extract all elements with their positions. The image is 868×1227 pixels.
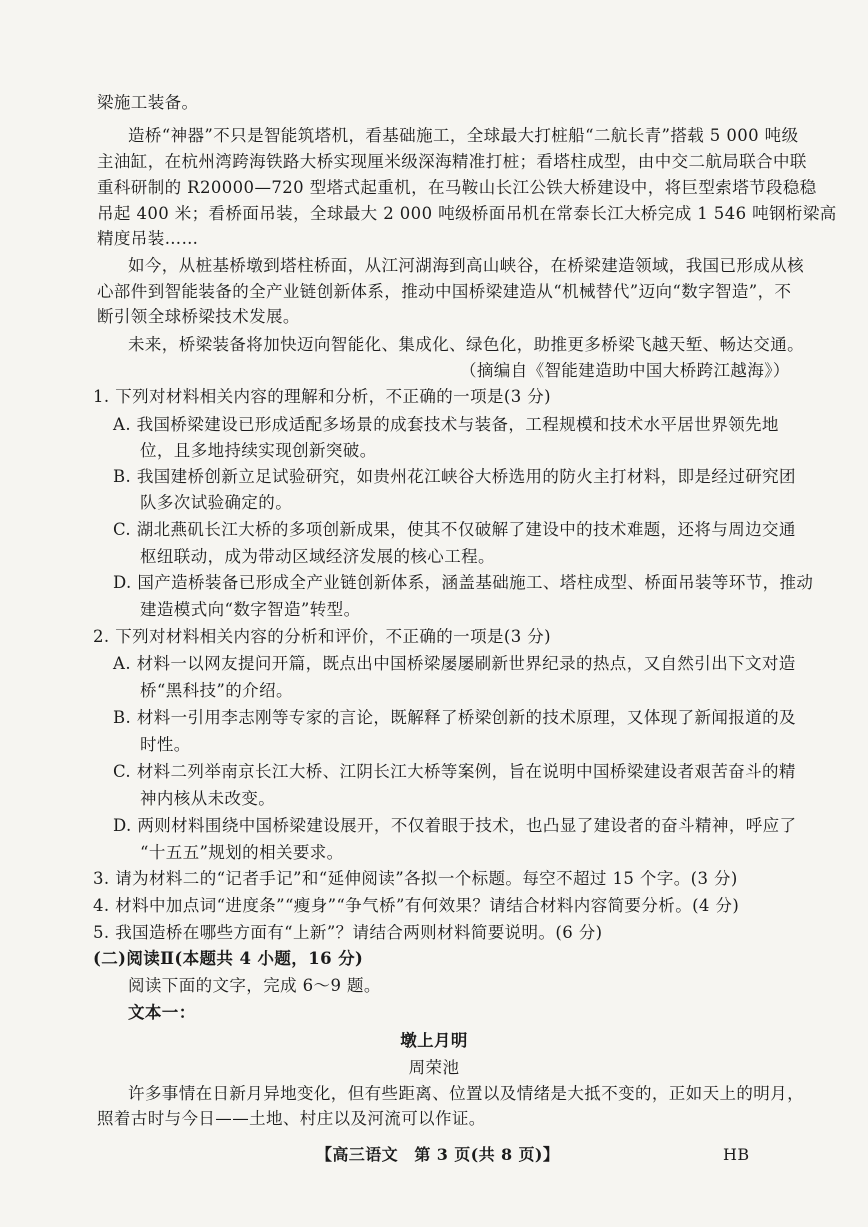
question-2-option-c: 神内核从未改变。 [140,789,276,808]
question-2-option-c: C. 材料二列举南京长江大桥、江阴长江大桥等案例，旨在说明中国桥梁建设者艰苦奋斗的精 [113,762,796,781]
question-1-option-c: 枢纽联动，成为带动区域经济发展的核心工程。 [140,547,495,566]
passage-line: 如今，从桩基桥墩到塔柱桥面，从江河湖海到高山峡谷，在桥梁建造领域，我国已形成从核 [128,256,804,275]
article-body-line: 许多事情在日新月异地变化，但有些距离、位置以及情绪是大抵不变的，正如天上的明月， [128,1084,804,1103]
passage-line: 主油缸，在杭州湾跨海铁路大桥实现厘米级深海精准打桩；看塔柱成型，由中交二航局联合中联 [97,152,807,171]
passage-line: 重科研制的 R20000—720 型塔式起重机，在马鞍山长江公铁大桥建设中，将巨型索塔节段稳稳 [97,178,817,197]
page-footer-label: 【高三语文 第 3 页(共 8 页)】 [316,1145,560,1164]
question-2-stem: 2. 下列对材料相关内容的分析和评价，不正确的一项是(3 分) [93,627,552,646]
passage-line: 心部件到智能装备的全产业链创新体系，推动中国桥梁建造从“机械替代”迈向“数字智造”，不 [97,282,792,301]
article-author: 周荣池 [408,1058,460,1077]
passage-line: 断引领全球桥梁技术发展。 [97,307,300,326]
question-1-option-d: 建造模式向“数字智造”转型。 [140,600,361,619]
question-5: 5. 我国造桥在哪些方面有“上新”？请结合两则材料简要说明。(6 分) [93,923,603,942]
article-title: 墩上月明 [400,1031,468,1050]
question-2-option-d: D. 两则材料围绕中国桥梁建设展开，不仅着眼于技术，也凸显了建设者的奋斗精神，呼应了 [113,816,797,835]
question-2-option-b: 时性。 [140,735,191,754]
text-label: 文本一： [128,1003,196,1022]
article-body-line: 照着古时与今日——土地、村庄以及河流可以作证。 [97,1109,486,1128]
source-citation: （摘编自《智能建造助中国大桥跨江越海》） [460,361,790,380]
question-1-option-b: 队多次试验确定的。 [140,493,293,512]
passage-line: 吊起 400 米；看桥面吊装，全球最大 2 000 吨级桥面吊机在常泰长江大桥完成 1 546 吨钢桁梁高 [97,204,837,223]
question-1-option-a: 位，且多地持续实现创新突破。 [140,441,377,460]
question-1-option-c: C. 湖北燕矶长江大桥的多项创新成果，使其不仅破解了建设中的技术难题，还将与周边交通 [113,520,796,539]
reading-instruction: 阅读下面的文字，完成 6～9 题。 [128,976,381,995]
question-1-stem: 1. 下列对材料相关内容的理解和分析，不正确的一项是(3 分) [93,387,552,406]
question-1-option-d: D. 国产造桥装备已形成全产业链创新体系，涵盖基础施工、塔柱成型、桥面吊装等环节，推动 [113,573,814,592]
question-4: 4. 材料中加点词“进度条”“瘦身”“争气桥”有何效果？请结合材料内容简要分析。(4 分) [93,896,740,915]
passage-line: 梁施工装备。 [97,93,199,112]
question-3: 3. 请为材料二的“记者手记”和“延伸阅读”各拟一个标题。每空不超过 15 个字。(3 分) [93,869,738,888]
question-1-option-b: B. 我国建桥创新立足试验研究，如贵州花江峡谷大桥选用的防火主打材料，即是经过研究团 [113,467,796,486]
question-2-option-b: B. 材料一引用李志刚等专家的言论，既解释了桥梁创新的技术原理，又体现了新闻报道的及 [113,708,796,727]
page-footer-code: HB [723,1145,750,1164]
question-1-option-a: A. 我国桥梁建设已形成适配多场景的成套技术与装备，工程规模和技术水平居世界领先地 [113,415,779,434]
question-2-option-a: 桥“黑科技”的介绍。 [140,681,293,700]
question-2-option-d: “十五五”规划的相关要求。 [140,843,344,862]
passage-line: 未来，桥梁装备将加快迈向智能化、集成化、绿色化，助推更多桥梁飞越天堑、畅达交通。 [128,335,804,354]
question-2-option-a: A. 材料一以网友提问开篇，既点出中国桥梁屡屡刷新世界纪录的热点，又自然引出下文对造 [113,654,796,673]
section-heading: (二)阅读Ⅱ(本题共 4 小题，16 分) [93,949,364,968]
passage-line: 精度吊装…… [97,229,199,248]
passage-line: 造桥“神器”不只是智能筑塔机，看基础施工，全球最大打桩船“二航长青”搭载 5 000 吨级 [128,126,799,145]
